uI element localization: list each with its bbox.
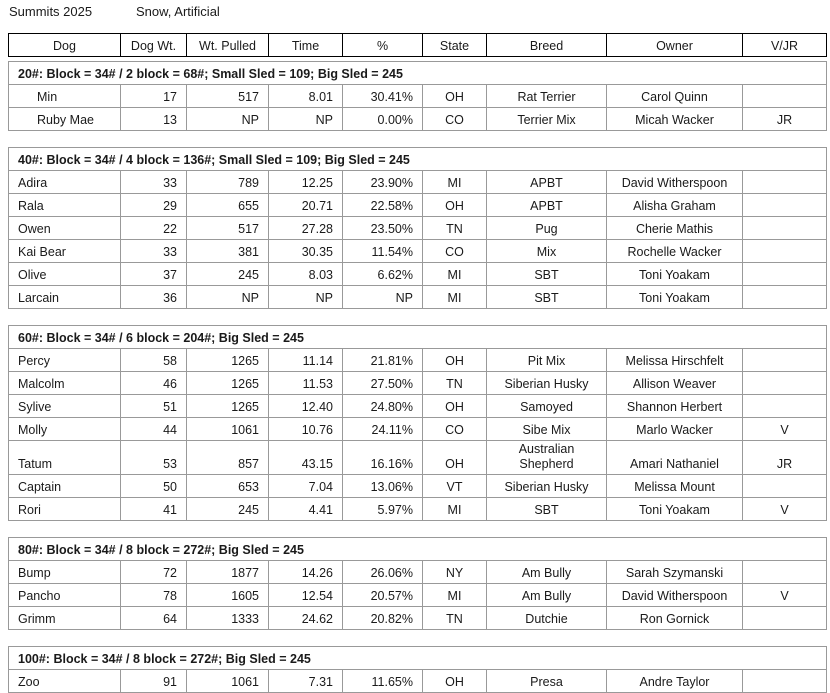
column-header-breed: Breed [487,34,607,57]
cell-breed: Siberian Husky [487,475,607,498]
cell-wt-pulled: 245 [187,263,269,286]
table-row [9,171,827,194]
section-header-row [9,538,827,561]
cell-dog-wt: 91 [121,670,187,693]
cell-time: 10.76 [269,418,343,441]
table-row [9,240,827,263]
cell-owner: Micah Wacker [607,108,743,131]
cell-dog: Percy [9,349,121,372]
cell-dog: Sylive [9,395,121,418]
cell-percent: 5.97% [343,498,423,521]
cell-breed: Terrier Mix [487,108,607,131]
cell-vjr [743,85,827,108]
cell-state: OH [423,395,487,418]
cell-state: MI [423,498,487,521]
cell-state: OH [423,441,487,475]
cell-breed: Australian Shepherd [487,441,607,475]
cell-wt-pulled: 517 [187,85,269,108]
column-header-row [9,34,827,57]
column-header-state: State [423,34,487,57]
cell-percent: 30.41% [343,85,423,108]
cell-state: NY [423,561,487,584]
cell-vjr [743,395,827,418]
cell-percent: NP [343,286,423,309]
cell-vjr [743,263,827,286]
table-row [9,263,827,286]
cell-owner: Toni Yoakam [607,498,743,521]
cell-breed: Pit Mix [487,349,607,372]
page-title: Summits 2025 [9,4,93,19]
cell-owner: Cherie Mathis [607,217,743,240]
column-header-time: Time [269,34,343,57]
section-header: 100#: Block = 34# / 8 block = 272#; Big Sled = 245 [9,647,827,670]
cell-percent: 11.54% [343,240,423,263]
cell-vjr [743,194,827,217]
cell-state: MI [423,584,487,607]
cell-percent: 23.50% [343,217,423,240]
cell-dog-wt: 22 [121,217,187,240]
table-row [9,372,827,395]
cell-percent: 21.81% [343,349,423,372]
cell-owner: Sarah Szymanski [607,561,743,584]
title-bar [0,0,830,30]
section-table [8,537,827,630]
cell-wt-pulled: 1061 [187,418,269,441]
table-row [9,349,827,372]
cell-dog: Min [9,85,121,108]
cell-owner: Carol Quinn [607,85,743,108]
table-row [9,217,827,240]
cell-wt-pulled: 381 [187,240,269,263]
cell-owner: Toni Yoakam [607,286,743,309]
table-row [9,584,827,607]
cell-breed: SBT [487,498,607,521]
cell-wt-pulled: 1877 [187,561,269,584]
cell-state: OH [423,670,487,693]
cell-breed: Pug [487,217,607,240]
section-table [8,147,827,309]
column-header-percent: % [343,34,423,57]
cell-wt-pulled: 857 [187,441,269,475]
cell-owner: Melissa Mount [607,475,743,498]
cell-breed: Sibe Mix [487,418,607,441]
cell-dog-wt: 72 [121,561,187,584]
cell-dog-wt: 53 [121,441,187,475]
table-row [9,85,827,108]
cell-owner: Rochelle Wacker [607,240,743,263]
column-header-vjr: V/JR [743,34,827,57]
column-header-dog: Dog [9,34,121,57]
cell-state: CO [423,108,487,131]
cell-time: 11.14 [269,349,343,372]
cell-dog: Larcain [9,286,121,309]
table-row [9,441,827,475]
cell-time: 11.53 [269,372,343,395]
cell-dog: Grimm [9,607,121,630]
cell-vjr: V [743,418,827,441]
cell-dog: Molly [9,418,121,441]
section-table [8,61,827,131]
cell-wt-pulled: NP [187,286,269,309]
cell-time: 8.01 [269,85,343,108]
section-header-row [9,62,827,85]
cell-dog-wt: 13 [121,108,187,131]
cell-dog-wt: 41 [121,498,187,521]
cell-time: 43.15 [269,441,343,475]
cell-percent: 16.16% [343,441,423,475]
cell-vjr [743,240,827,263]
cell-dog-wt: 17 [121,85,187,108]
cell-dog: Zoo [9,670,121,693]
cell-breed: Presa [487,670,607,693]
section-header: 40#: Block = 34# / 4 block = 136#; Small Sled = 109; Big Sled = 245 [9,148,827,171]
cell-dog-wt: 46 [121,372,187,395]
cell-percent: 11.65% [343,670,423,693]
table-row [9,498,827,521]
cell-time: 24.62 [269,607,343,630]
cell-percent: 22.58% [343,194,423,217]
cell-breed: Am Bully [487,561,607,584]
cell-time: 8.03 [269,263,343,286]
table-row [9,395,827,418]
cell-breed: Samoyed [487,395,607,418]
cell-time: 14.26 [269,561,343,584]
cell-percent: 24.80% [343,395,423,418]
cell-breed: APBT [487,171,607,194]
cell-time: 7.04 [269,475,343,498]
cell-percent: 20.57% [343,584,423,607]
cell-breed: Am Bully [487,584,607,607]
table-row [9,418,827,441]
cell-wt-pulled: 1061 [187,670,269,693]
cell-state: CO [423,240,487,263]
cell-state: TN [423,372,487,395]
cell-vjr [743,372,827,395]
cell-dog: Rori [9,498,121,521]
cell-dog-wt: 33 [121,171,187,194]
cell-owner: Melissa Hirschfelt [607,349,743,372]
cell-vjr [743,217,827,240]
cell-dog-wt: 36 [121,286,187,309]
cell-state: MI [423,171,487,194]
cell-wt-pulled: 1605 [187,584,269,607]
cell-wt-pulled: 789 [187,171,269,194]
cell-vjr [743,670,827,693]
cell-dog-wt: 44 [121,418,187,441]
cell-vjr [743,171,827,194]
cell-dog-wt: 37 [121,263,187,286]
cell-breed: Rat Terrier [487,85,607,108]
cell-time: 30.35 [269,240,343,263]
cell-time: 7.31 [269,670,343,693]
cell-wt-pulled: 245 [187,498,269,521]
section-table [8,325,827,521]
cell-time: NP [269,286,343,309]
cell-dog: Kai Bear [9,240,121,263]
cell-vjr: JR [743,108,827,131]
cell-percent: 0.00% [343,108,423,131]
cell-dog-wt: 64 [121,607,187,630]
cell-dog: Pancho [9,584,121,607]
section-header: 20#: Block = 34# / 2 block = 68#; Small Sled = 109; Big Sled = 245 [9,62,827,85]
cell-vjr [743,286,827,309]
cell-percent: 6.62% [343,263,423,286]
cell-dog: Captain [9,475,121,498]
cell-percent: 26.06% [343,561,423,584]
cell-wt-pulled: 653 [187,475,269,498]
cell-wt-pulled: 1333 [187,607,269,630]
cell-vjr: V [743,584,827,607]
cell-state: OH [423,194,487,217]
column-header-owner: Owner [607,34,743,57]
table-row [9,286,827,309]
cell-percent: 20.82% [343,607,423,630]
cell-dog-wt: 51 [121,395,187,418]
cell-vjr [743,475,827,498]
cell-time: 27.28 [269,217,343,240]
cell-breed: Dutchie [487,607,607,630]
cell-wt-pulled: 1265 [187,372,269,395]
cell-wt-pulled: 1265 [187,349,269,372]
column-header-wt-pulled: Wt. Pulled [187,34,269,57]
cell-dog-wt: 50 [121,475,187,498]
cell-owner: David Witherspoon [607,171,743,194]
column-header-table [8,33,827,57]
column-header-dog-wt: Dog Wt. [121,34,187,57]
cell-dog: Bump [9,561,121,584]
table-row [9,607,827,630]
section-header-row [9,326,827,349]
table-row [9,670,827,693]
cell-vjr [743,349,827,372]
cell-owner: Shannon Herbert [607,395,743,418]
cell-state: OH [423,349,487,372]
cell-percent: 24.11% [343,418,423,441]
table-row [9,475,827,498]
cell-time: 12.40 [269,395,343,418]
cell-vjr [743,561,827,584]
cell-dog-wt: 78 [121,584,187,607]
cell-time: 20.71 [269,194,343,217]
cell-breed: SBT [487,263,607,286]
cell-wt-pulled: NP [187,108,269,131]
table-row [9,108,827,131]
cell-state: TN [423,607,487,630]
cell-time: 12.54 [269,584,343,607]
cell-state: CO [423,418,487,441]
cell-dog-wt: 58 [121,349,187,372]
section-header-row [9,148,827,171]
cell-percent: 27.50% [343,372,423,395]
cell-owner: Alisha Graham [607,194,743,217]
cell-breed: Siberian Husky [487,372,607,395]
cell-percent: 23.90% [343,171,423,194]
results-tables [0,61,830,693]
cell-owner: Toni Yoakam [607,263,743,286]
cell-owner: Ron Gornick [607,607,743,630]
page-subtitle: Snow, Artificial [136,4,220,19]
cell-dog: Owen [9,217,121,240]
cell-wt-pulled: 655 [187,194,269,217]
cell-owner: Allison Weaver [607,372,743,395]
cell-time: 12.25 [269,171,343,194]
cell-owner: Marlo Wacker [607,418,743,441]
section-header: 60#: Block = 34# / 6 block = 204#; Big Sled = 245 [9,326,827,349]
cell-breed: Mix [487,240,607,263]
cell-dog-wt: 29 [121,194,187,217]
cell-vjr: V [743,498,827,521]
cell-dog: Ruby Mae [9,108,121,131]
cell-breed: SBT [487,286,607,309]
cell-state: VT [423,475,487,498]
cell-dog: Adira [9,171,121,194]
cell-wt-pulled: 1265 [187,395,269,418]
cell-state: MI [423,263,487,286]
cell-breed: APBT [487,194,607,217]
cell-state: MI [423,286,487,309]
cell-dog: Malcolm [9,372,121,395]
cell-dog: Olive [9,263,121,286]
cell-vjr [743,607,827,630]
cell-state: TN [423,217,487,240]
cell-dog: Tatum [9,441,121,475]
cell-vjr: JR [743,441,827,475]
cell-dog: Rala [9,194,121,217]
cell-owner: Andre Taylor [607,670,743,693]
cell-percent: 13.06% [343,475,423,498]
cell-owner: Amari Nathaniel [607,441,743,475]
cell-time: NP [269,108,343,131]
cell-owner: David Witherspoon [607,584,743,607]
cell-dog-wt: 33 [121,240,187,263]
cell-wt-pulled: 517 [187,217,269,240]
table-row [9,561,827,584]
cell-state: OH [423,85,487,108]
section-table [8,646,827,693]
section-header: 80#: Block = 34# / 8 block = 272#; Big Sled = 245 [9,538,827,561]
section-header-row [9,647,827,670]
table-row [9,194,827,217]
cell-time: 4.41 [269,498,343,521]
